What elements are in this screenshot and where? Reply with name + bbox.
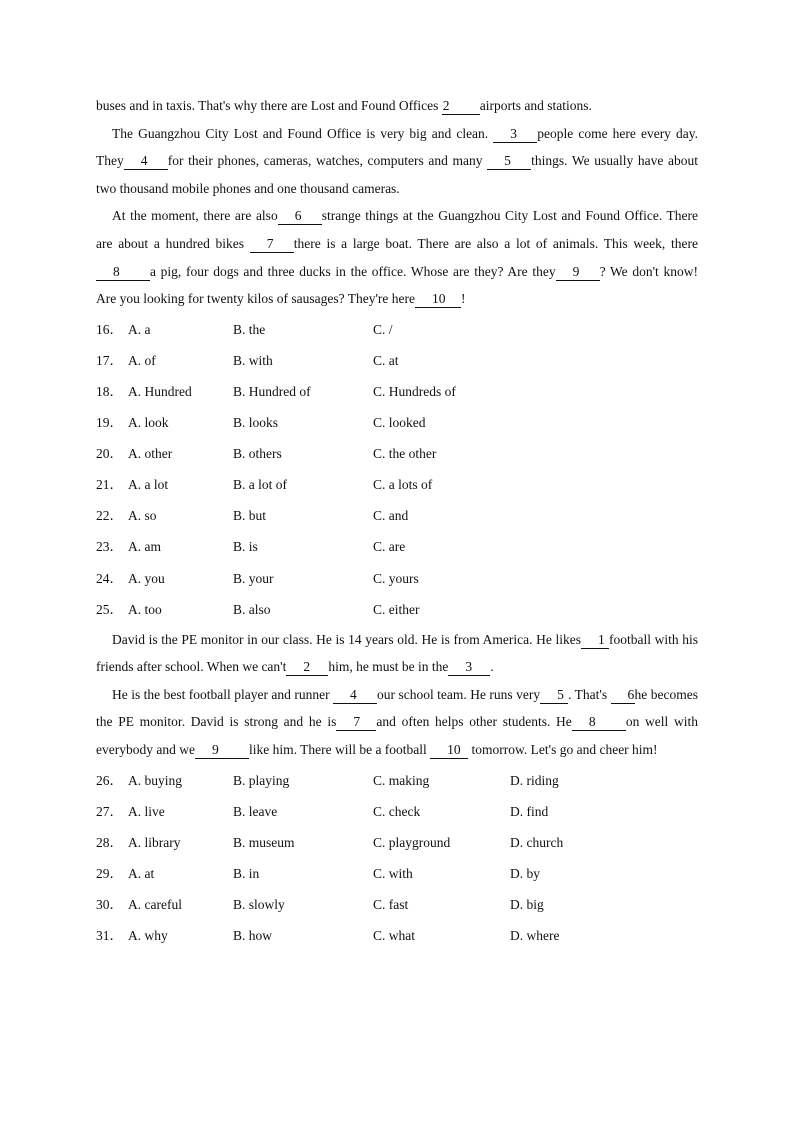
blank-9: 9 <box>195 742 249 759</box>
option-a: A. buying <box>128 772 182 788</box>
question-29 <box>96 858 698 889</box>
blank-5: 5 <box>540 687 568 704</box>
question-number: 22． <box>96 508 123 524</box>
option-c: C. yours <box>373 570 419 586</box>
question-22 <box>96 500 698 531</box>
option-c: C. looked <box>373 415 426 431</box>
option-c: C. and <box>373 508 409 524</box>
question-list-26-31 <box>96 765 698 952</box>
option-c: C. what <box>373 928 415 944</box>
blank-1: 1 <box>581 632 609 649</box>
option-c: C. check <box>373 803 421 819</box>
option-d: D. by <box>510 865 540 881</box>
question-26 <box>96 765 698 796</box>
question-number: 18． <box>96 383 123 399</box>
passage2-paragraph-1: David is the PE monitor in our class. He is 14 years old. He is from America. He likes 1 football with his friends after school. When we can't 2 him, he must be in the 3 . <box>96 631 698 675</box>
option-b: B. with <box>233 352 273 368</box>
option-b: B. your <box>233 570 274 586</box>
option-a: A. am <box>128 539 161 555</box>
blank-6: 6 <box>611 687 635 704</box>
blank-10: 10 <box>415 291 461 308</box>
question-20 <box>96 438 698 469</box>
question-number: 20． <box>96 446 123 462</box>
passage1-paragraph-2: The Guangzhou City Lost and Found Office is very big and clean. 3 people come here every day. They 4 for their phones, cameras, watches, computers and many 5 things. We usually have about two thousand mobile phones and one thousand cameras. <box>96 125 699 196</box>
option-a: A. look <box>128 415 169 431</box>
option-c: C. Hundreds of <box>373 383 456 399</box>
option-d: D. where <box>510 928 560 944</box>
option-b: B. looks <box>233 415 279 431</box>
option-c: C. either <box>373 601 420 617</box>
question-number: 27． <box>96 803 123 819</box>
option-b: B. a lot of <box>233 477 287 493</box>
option-a: A. careful <box>128 897 182 913</box>
blank-2: 2 <box>286 659 328 676</box>
blank-8: 8 <box>572 714 626 731</box>
option-a: A. other <box>128 446 173 462</box>
blank-3: 3 <box>448 659 490 676</box>
blank-4: 4 <box>124 153 168 170</box>
passage-david <box>96 626 698 764</box>
option-c: C. making <box>373 772 430 788</box>
question-17 <box>96 345 698 376</box>
question-16 <box>96 314 698 345</box>
option-b: B. slowly <box>233 897 285 913</box>
blank-6: 6 <box>278 208 322 225</box>
option-b: B. the <box>233 321 266 337</box>
option-d: D. big <box>510 897 544 913</box>
option-d: D. church <box>510 834 564 850</box>
question-21 <box>96 469 698 500</box>
question-number: 29． <box>96 865 123 881</box>
option-b: B. playing <box>233 772 290 788</box>
option-b: B. in <box>233 865 260 881</box>
option-b: B. Hundred of <box>233 383 311 399</box>
question-number: 19． <box>96 415 123 431</box>
option-c: C. / <box>373 321 393 337</box>
question-27 <box>96 796 698 827</box>
option-b: B. museum <box>233 834 295 850</box>
worksheet-page <box>96 92 698 951</box>
blank-4: 4 <box>333 687 377 704</box>
option-a: A. Hundred <box>128 383 192 399</box>
question-18 <box>96 376 698 407</box>
option-b: B. but <box>233 508 267 524</box>
option-c: C. a lots of <box>373 477 433 493</box>
question-number: 23． <box>96 539 123 555</box>
passage2-paragraph-2: He is the best football player and runner 4 our school team. He runs very 5 . That's 6he becomes the PE monitor. David is strong and he is 7 and often helps other students. He 8 on well with everybody and we 9 like him. There will be a football 10 tomorrow. Let's go and cheer him! <box>96 686 698 758</box>
option-a: A. of <box>128 352 156 368</box>
blank-7: 7 <box>336 714 376 731</box>
passage1-paragraph-3: At the moment, there are also 6 strange things at the Guangzhou City Lost and Found Office. There are about a hundred bikes 7 there is a large boat. There are also a lot of animals. This week, there8 a pig, four dogs and three ducks in the office. Whose are they? Are they 9 ? We don't know! Are you looking for twenty kilos of sausages? They're here 10 ! <box>96 208 698 307</box>
option-b: B. leave <box>233 803 278 819</box>
question-23 <box>96 531 698 562</box>
option-c: C. are <box>373 539 406 555</box>
blank-8: 8 <box>96 264 150 281</box>
blank-3: 3 <box>493 126 537 143</box>
question-list-16-25 <box>96 314 698 625</box>
option-a: A. a <box>128 321 151 337</box>
question-31 <box>96 920 698 951</box>
passage1-paragraph-1: buses and in taxis. That's why there are Lost and Found Offices 2 airports and stations. <box>96 98 592 113</box>
option-b: B. how <box>233 928 273 944</box>
option-c: C. at <box>373 352 399 368</box>
option-a: A. library <box>128 834 181 850</box>
question-30 <box>96 889 698 920</box>
blank-7: 7 <box>250 236 294 253</box>
question-number: 26． <box>96 772 123 788</box>
blank-5: 5 <box>487 153 531 170</box>
blank-10: 10 <box>430 742 468 759</box>
option-c: C. with <box>373 865 413 881</box>
question-number: 24． <box>96 570 123 586</box>
option-b: B. is <box>233 539 258 555</box>
option-a: A. live <box>128 803 165 819</box>
blank-9: 9 <box>556 264 600 281</box>
option-a: A. why <box>128 928 168 944</box>
question-number: 28． <box>96 834 123 850</box>
question-number: 31． <box>96 928 123 944</box>
option-b: B. also <box>233 601 271 617</box>
question-number: 30． <box>96 897 123 913</box>
passage-lost-and-found <box>96 92 698 313</box>
option-c: C. fast <box>373 897 409 913</box>
question-number: 16． <box>96 321 123 337</box>
option-c: C. playground <box>373 834 451 850</box>
blank-2: 2 <box>442 98 480 115</box>
question-28 <box>96 827 698 858</box>
option-c: C. the other <box>373 446 437 462</box>
question-19 <box>96 407 698 438</box>
option-d: D. riding <box>510 772 559 788</box>
option-a: A. too <box>128 601 162 617</box>
option-d: D. find <box>510 803 549 819</box>
option-a: A. so <box>128 508 157 524</box>
question-number: 25． <box>96 601 123 617</box>
question-24 <box>96 563 698 594</box>
option-a: A. you <box>128 570 165 586</box>
question-25 <box>96 594 698 625</box>
option-a: A. at <box>128 865 155 881</box>
question-number: 17． <box>96 352 123 368</box>
question-number: 21． <box>96 477 123 493</box>
option-a: A. a lot <box>128 477 169 493</box>
option-b: B. others <box>233 446 282 462</box>
